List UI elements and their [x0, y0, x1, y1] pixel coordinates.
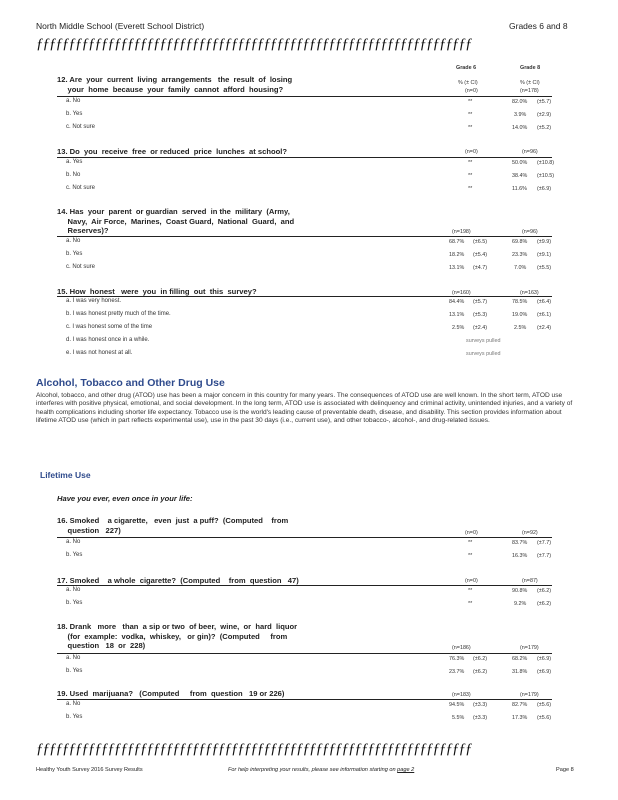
- q17-a-grade6: **: [468, 588, 473, 594]
- q16-b-grade8-value: 16.3%: [512, 553, 528, 559]
- q19-n-grade6: (n=183): [452, 692, 471, 698]
- q16-n-grade6: (n=0): [465, 530, 478, 536]
- q17-option-b: b. Yes: [66, 600, 83, 606]
- q14-c-grade6-value: 13.1%: [449, 265, 465, 271]
- q14-a-grade8-value: 69.8%: [512, 239, 528, 245]
- q15-e-surveys-pulled: surveys pulled: [466, 351, 501, 357]
- q15-b-grade6-value: 13.1%: [449, 312, 465, 318]
- q13-a-grade8-ci: (±10.8): [537, 160, 555, 166]
- q18-n-grade6: (n=186): [452, 645, 471, 651]
- q15-option-b: b. I was honest pretty much of the time.: [66, 311, 171, 317]
- q15-divider: [57, 296, 552, 297]
- q17-a-grade8-value: 90.8%: [512, 588, 528, 594]
- q19-option-b: b. Yes: [66, 714, 83, 720]
- q14-b-grade8-ci: (±9.1): [537, 252, 552, 258]
- q14-option-b: b. Yes: [66, 251, 83, 257]
- grade8-ci-heading: % (± CI): [520, 80, 540, 86]
- question-16: 16. Smoked a cigarette, even just a puff? (Computed from question 227): [57, 516, 289, 535]
- q15-option-d: d. I was honest once in a while.: [66, 337, 150, 343]
- footer-help-text: [228, 767, 414, 773]
- q15-c-grade6-value: 2.5%: [452, 325, 465, 331]
- q19-a-grade8-value: 82.7%: [512, 702, 528, 708]
- q18-option-a: a. No: [66, 655, 81, 661]
- q15-b-grade6-ci: (±5.3): [473, 312, 488, 318]
- q13-option-b: b. No: [66, 172, 81, 178]
- question-18: 18. Drank more than a sip or two of beer, wine, or hard liquor (for example: vodka, whiskey, or gin)? (Computed from question 18 or 228): [57, 622, 298, 650]
- q15-c-grade8-ci: (±2.4): [537, 325, 552, 331]
- q12-c-grade8-value: 14.0%: [512, 125, 528, 131]
- q13-option-a: a. Yes: [66, 159, 83, 165]
- q17-b-grade8-ci: (±6.2): [537, 601, 552, 607]
- q15-option-e: e. I was not honest at all.: [66, 350, 133, 356]
- q14-n-grade8: (n=96): [522, 229, 538, 235]
- q16-option-b: b. Yes: [66, 552, 83, 558]
- q18-b-grade8-ci: (±6.9): [537, 669, 552, 675]
- q14-a-grade6-ci: (±6.5): [473, 239, 488, 245]
- q13-b-grade8-value: 38.4%: [512, 173, 528, 179]
- grade6-heading: Grade 6: [456, 65, 477, 71]
- q18-a-grade6-value: 76.3%: [449, 656, 465, 662]
- question-13: 13. Do you receive free or reduced price lunches at school?: [57, 147, 288, 156]
- section-title: Alcohol, Tobacco and Other Drug Use: [36, 377, 225, 389]
- q13-a-grade8-value: 50.0%: [512, 160, 528, 166]
- q13-option-c: c. Not sure: [66, 185, 96, 191]
- q16-b-grade6: **: [468, 553, 473, 559]
- q18-b-grade6-ci: (±6.2): [473, 669, 488, 675]
- q15-a-grade6-ci: (±5.7): [473, 299, 488, 305]
- q18-a-grade8-value: 68.2%: [512, 656, 528, 662]
- question-17: 17. Smoked a whole cigarette? (Computed from question 47): [57, 576, 299, 585]
- q12-a-grade6: **: [468, 99, 473, 105]
- q15-c-grade6-ci: (±2.4): [473, 325, 488, 331]
- q16-a-grade8-value: 83.7%: [512, 540, 528, 546]
- q12-n-grade6: (n=0): [465, 88, 478, 94]
- q16-option-a: a. No: [66, 539, 81, 545]
- q14-c-grade6-ci: (±4.7): [473, 265, 488, 271]
- section-body: Alcohol, tobacco, and other drug (ATOD) use has been a major concern in this country for many years. The consequences of ATOD use are well known. In the short term, ATOD use interferes with positive physical, emotional, and social development. In the long term, ATOD use is associated with delinquency and criminal activity, unintended injuries, and a variety of health complications including shorter life expectancy. Tobacco use is the world's leading cause of preventable death, disease, and disability. This section provides information about lifetime ATOD use (which in part reflects experimental use), use in the past 30 days (i.e., current use), and other tobacco-, alcohol-, and drug-related issues.: [36, 392, 573, 425]
- q16-divider: [57, 537, 552, 538]
- q12-b-grade8-ci: (±2.9): [537, 112, 552, 118]
- q15-b-grade8-value: 19.0%: [512, 312, 528, 318]
- q14-n-grade6: (n=198): [452, 229, 471, 235]
- q18-divider: [57, 653, 552, 654]
- q17-b-grade8-value: 9.2%: [514, 601, 527, 607]
- q14-b-grade8-value: 23.3%: [512, 252, 528, 258]
- q19-a-grade6-ci: (±3.3): [473, 702, 488, 708]
- q14-option-c: c. Not sure: [66, 264, 96, 270]
- q14-b-grade6-value: 18.2%: [449, 252, 465, 258]
- q18-n-grade8: (n=179): [520, 645, 539, 651]
- q15-option-a: a. I was very honest.: [66, 298, 122, 304]
- subsection-title: Lifetime Use: [40, 470, 91, 480]
- q18-option-b: b. Yes: [66, 668, 83, 674]
- q15-n-grade8: (n=163): [520, 290, 539, 296]
- q14-divider: [57, 236, 552, 237]
- footer-page-number: Page 8: [556, 767, 574, 773]
- q13-c-grade8-ci: (±6.9): [537, 186, 552, 192]
- q14-c-grade8-ci: (±5.5): [537, 265, 552, 271]
- question-15: 15. How honest were you in filling out this survey?: [57, 287, 257, 296]
- grade6-ci-heading: % (± CI): [458, 80, 478, 86]
- q16-b-grade8-ci: (±7.7): [537, 553, 552, 559]
- q14-a-grade6-value: 68.7%: [449, 239, 465, 245]
- q12-option-b: b. Yes: [66, 111, 83, 117]
- q13-c-grade6: **: [468, 186, 473, 192]
- q12-n-grade8: (n=178): [520, 88, 539, 94]
- q12-option-c: c. Not sure: [66, 124, 96, 130]
- q15-n-grade6: (n=160): [452, 290, 471, 296]
- q12-c-grade8-ci: (±5.2): [537, 125, 552, 131]
- q12-a-grade8-ci: (±5.7): [537, 99, 552, 105]
- grades-label: Grades 6 and 8: [509, 21, 568, 31]
- footer-page-link[interactable]: page 2: [397, 767, 415, 773]
- q14-option-a: a. No: [66, 238, 81, 244]
- q18-b-grade8-value: 31.8%: [512, 669, 528, 675]
- header-decoration: ƒƒƒƒƒƒƒƒƒƒƒƒƒƒƒƒƒƒƒƒƒƒƒƒƒƒƒƒƒƒƒƒƒƒƒƒƒƒƒƒƒƒƒƒƒƒƒƒƒƒƒƒƒƒƒƒƒƒƒƒƒƒƒƒƒƒƒ: [36, 36, 472, 52]
- q19-b-grade8-ci: (±5.6): [537, 715, 552, 721]
- q13-n-grade8: (n=96): [522, 149, 538, 155]
- q12-c-grade6: **: [468, 125, 473, 131]
- q19-b-grade8-value: 17.3%: [512, 715, 528, 721]
- q19-a-grade6-value: 94.5%: [449, 702, 465, 708]
- q17-n-grade8: (n=87): [522, 578, 538, 584]
- q12-b-grade8-value: 3.9%: [514, 112, 527, 118]
- q13-b-grade6: **: [468, 173, 473, 179]
- q19-option-a: a. No: [66, 701, 81, 707]
- q15-c-grade8-value: 2.5%: [514, 325, 527, 331]
- q12-divider: [57, 96, 552, 97]
- q16-a-grade6: **: [468, 540, 473, 546]
- q12-b-grade6: **: [468, 112, 473, 118]
- q19-n-grade8: (n=179): [520, 692, 539, 698]
- footer-help-label: For help interpreting your results, please see information starting on: [228, 767, 398, 773]
- q17-divider: [57, 585, 552, 586]
- q17-n-grade6: (n=0): [465, 578, 478, 584]
- q18-a-grade6-ci: (±6.2): [473, 656, 488, 662]
- q12-option-a: a. No: [66, 98, 81, 104]
- q17-b-grade6: **: [468, 601, 473, 607]
- footer-decoration: ƒƒƒƒƒƒƒƒƒƒƒƒƒƒƒƒƒƒƒƒƒƒƒƒƒƒƒƒƒƒƒƒƒƒƒƒƒƒƒƒƒƒƒƒƒƒƒƒƒƒƒƒƒƒƒƒƒƒƒƒƒƒƒƒƒƒƒ: [36, 741, 472, 757]
- q17-option-a: a. No: [66, 587, 81, 593]
- q13-a-grade6: **: [468, 160, 473, 166]
- q14-b-grade6-ci: (±5.4): [473, 252, 488, 258]
- q13-c-grade8-value: 11.6%: [512, 186, 527, 192]
- q15-option-c: c. I was honest some of the time: [66, 324, 153, 330]
- q14-a-grade8-ci: (±9.9): [537, 239, 552, 245]
- grade8-heading: Grade 8: [520, 65, 541, 71]
- q13-divider: [57, 157, 552, 158]
- q15-a-grade8-value: 78.5%: [512, 299, 528, 305]
- footer-survey-title: Healthy Youth Survey 2016 Survey Results: [36, 767, 143, 773]
- q18-b-grade6-value: 23.7%: [449, 669, 465, 675]
- question-14: 14. Has your parent or guardian served in the military (Army, Navy, Air Force, Marines, Coast Guard, National Guard, and Reserves)?: [57, 207, 295, 235]
- q19-b-grade6-value: 5.5%: [452, 715, 465, 721]
- q18-a-grade8-ci: (±6.9): [537, 656, 552, 662]
- lifetime-intro: Have you ever, even once in your life:: [57, 494, 193, 503]
- q19-a-grade8-ci: (±5.6): [537, 702, 552, 708]
- q19-divider: [57, 699, 552, 700]
- q15-b-grade8-ci: (±6.1): [537, 312, 552, 318]
- q15-a-grade6-value: 84.4%: [449, 299, 465, 305]
- q15-d-surveys-pulled: surveys pulled: [466, 338, 501, 344]
- q14-c-grade8-value: 7.0%: [514, 265, 527, 271]
- question-12: 12. Are your current living arrangements the result of losing your home because your family cannot afford housing?: [57, 75, 293, 94]
- question-19: 19. Used marijuana? (Computed from question 19 or 226): [57, 689, 285, 698]
- q13-b-grade8-ci: (±10.5): [537, 173, 555, 179]
- q17-a-grade8-ci: (±6.2): [537, 588, 552, 594]
- q16-a-grade8-ci: (±7.7): [537, 540, 552, 546]
- q13-n-grade6: (n=0): [465, 149, 478, 155]
- q19-b-grade6-ci: (±3.3): [473, 715, 488, 721]
- q15-a-grade8-ci: (±6.4): [537, 299, 552, 305]
- school-name: North Middle School (Everett School District): [36, 21, 205, 31]
- q16-n-grade8: (n=92): [522, 530, 538, 536]
- q12-a-grade8-value: 82.0%: [512, 99, 528, 105]
